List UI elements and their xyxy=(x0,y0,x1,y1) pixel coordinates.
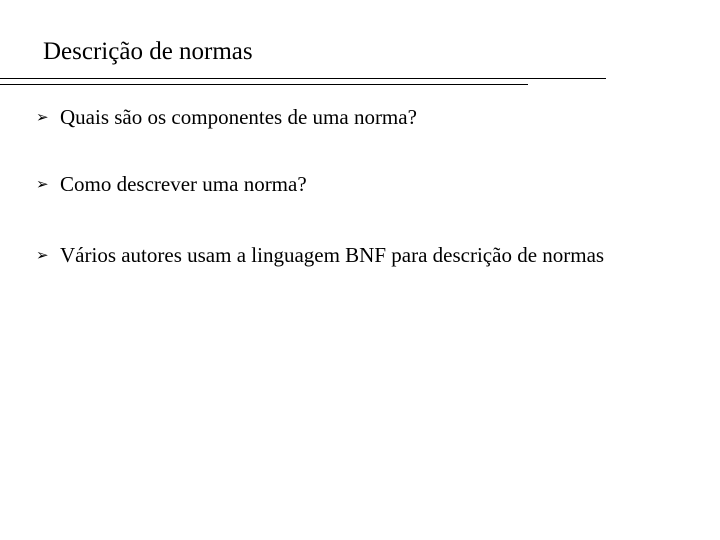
bullet-text: Quais são os componentes de uma norma? xyxy=(60,105,417,129)
bullet-item xyxy=(36,103,636,131)
arrowhead-bullet-icon: ➢ xyxy=(36,108,49,126)
title-divider-top xyxy=(0,78,606,79)
arrowhead-bullet-icon: ➢ xyxy=(36,175,49,193)
arrowhead-bullet-icon: ➢ xyxy=(36,246,49,264)
slide-title: Descrição de normas xyxy=(43,38,253,65)
bullet-text: Como descrever uma norma? xyxy=(60,172,307,196)
bullet-item xyxy=(36,241,636,269)
title-divider-bottom xyxy=(0,84,528,85)
bullet-item xyxy=(36,170,636,198)
bullet-text: Vários autores usam a linguagem BNF para descrição de normas xyxy=(60,243,605,267)
